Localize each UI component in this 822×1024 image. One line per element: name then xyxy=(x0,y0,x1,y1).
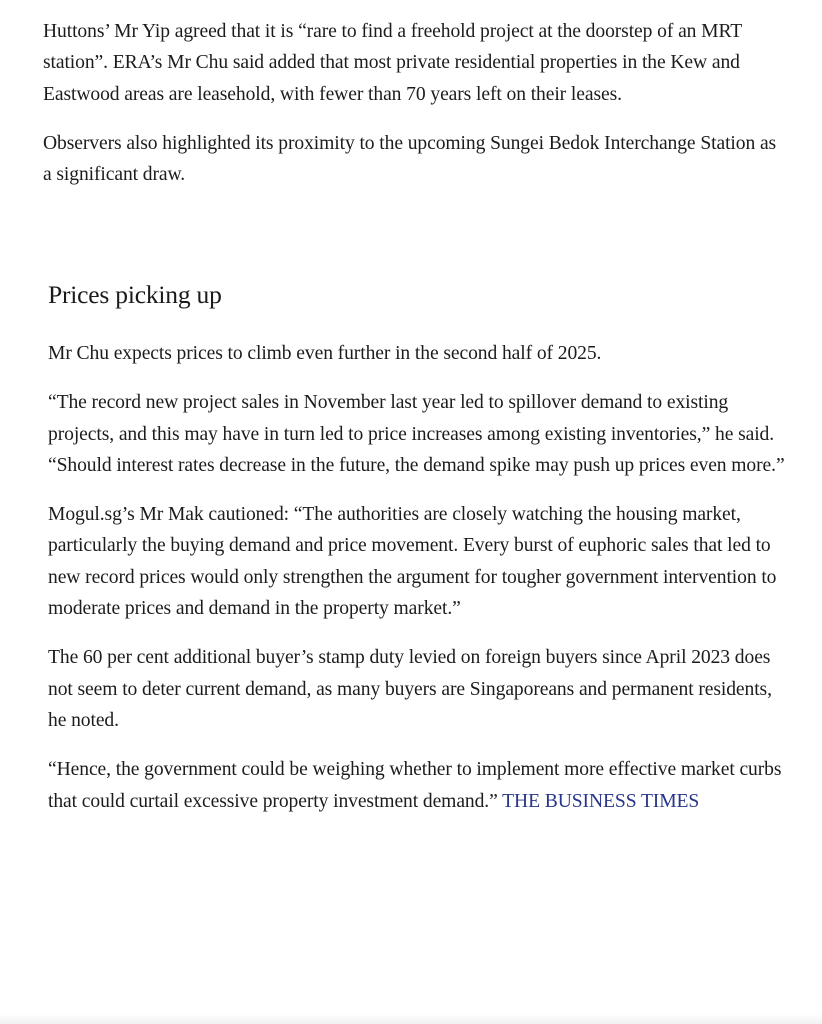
article-intro-block xyxy=(43,16,783,190)
source-credit-link[interactable]: THE BUSINESS TIMES xyxy=(502,790,700,812)
article-paragraph: “The record new project sales in November last year led to spillover demand to existing projects, and this may have in turn led to price increases among existing inventories,” he said. “Should interest rates decrease in the future, the demand spike may push up prices even more.” xyxy=(48,392,785,476)
article-paragraph: Mogul.sg’s Mr Mak cautioned: “The authorities are closely watching the housing market, particularly the buying demand and price movement. Every burst of euphoric sales that led to new record prices would only strengthen the argument for tougher government intervention to moderate prices and demand in the property market.” xyxy=(48,504,777,620)
article-paragraph: The 60 per cent additional buyer’s stamp duty levied on foreign buyers since April 2023 does not seem to deter current demand, as many buyers are Singaporeans and permanent residents, he noted. xyxy=(48,647,772,731)
article-final-paragraph xyxy=(48,754,788,817)
article-paragraph: Observers also highlighted its proximity to the upcoming Sungei Bedok Interchange Station as a significant draw. xyxy=(43,132,777,186)
article-paragraph: Mr Chu expects prices to climb even further in the second half of 2025. xyxy=(48,343,602,364)
bottom-edge-shade xyxy=(0,1014,822,1024)
article-paragraph: Huttons’ Mr Yip agreed that it is “rare to find a freehold project at the doorstep of an MRT station”. ERA’s Mr Chu said added that most private residential properties in the Kew and Eastwood areas are leasehold, with fewer than 70 years left on their leases. xyxy=(43,21,742,105)
article-section-block xyxy=(48,338,788,817)
section-heading: Prices picking up xyxy=(48,280,222,309)
final-paragraph-text: “Hence, the government could be weighing whether to implement more effective market curbs that could curtail excessive property investment demand.” xyxy=(48,759,782,812)
